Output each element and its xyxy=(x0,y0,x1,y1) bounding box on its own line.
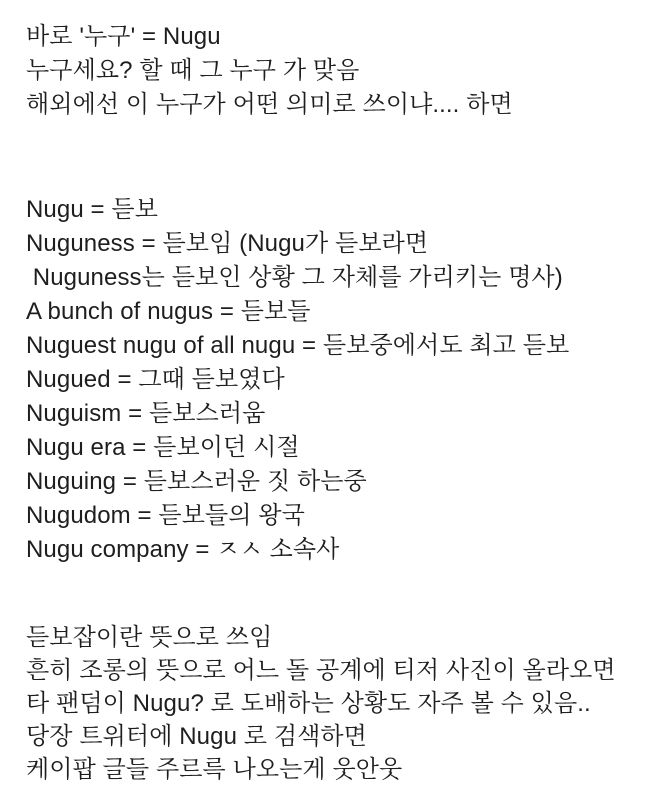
text-line: 해외에선 이 누구가 어떤 의미로 쓰이냐.... 하면 xyxy=(26,91,513,118)
text-line: 케이팝 글들 주르륵 나오는게 웃안웃 xyxy=(26,756,403,783)
nugu-glossary-paragraph xyxy=(26,193,652,567)
text-line: 흔히 조롱의 뜻으로 어느 돌 공계에 티저 사진이 올라오면 xyxy=(26,657,616,684)
glossary-line: Nugu company = ㅈㅅ 소속사 xyxy=(26,536,340,563)
glossary-line: Nuguing = 듣보스러운 짓 하는중 xyxy=(26,468,367,495)
glossary-line: Nuguness는 듣보인 상황 그 자체를 가리키는 명사) xyxy=(26,264,563,291)
glossary-line: Nuguism = 듣보스러움 xyxy=(26,400,266,427)
glossary-line: Nugu = 듣보 xyxy=(26,196,158,223)
glossary-line: A bunch of nugus = 듣보들 xyxy=(26,298,311,325)
glossary-line: Nuguness = 듣보임 (Nugu가 듣보라면 xyxy=(26,230,429,257)
text-line: 듣보잡이란 뜻으로 쓰임 xyxy=(26,624,273,651)
text-line: 타 팬덤이 Nugu? 로 도배하는 상황도 자주 볼 수 있음.. xyxy=(26,690,591,717)
outro-paragraph xyxy=(26,621,652,786)
glossary-line: Nugudom = 듣보들의 왕국 xyxy=(26,502,305,529)
glossary-line: Nugu era = 듣보이던 시절 xyxy=(26,434,300,461)
text-line: 누구세요? 할 때 그 누구 가 맞음 xyxy=(26,57,360,84)
glossary-line: Nuguest nugu of all nugu = 듣보중에서도 최고 듣보 xyxy=(26,332,570,359)
text-line: 바로 '누구' = Nugu xyxy=(26,23,221,50)
text-line: 당장 트위터에 Nugu 로 검색하면 xyxy=(26,723,367,750)
intro-paragraph xyxy=(26,20,652,122)
glossary-line: Nugued = 그때 듣보였다 xyxy=(26,366,285,393)
